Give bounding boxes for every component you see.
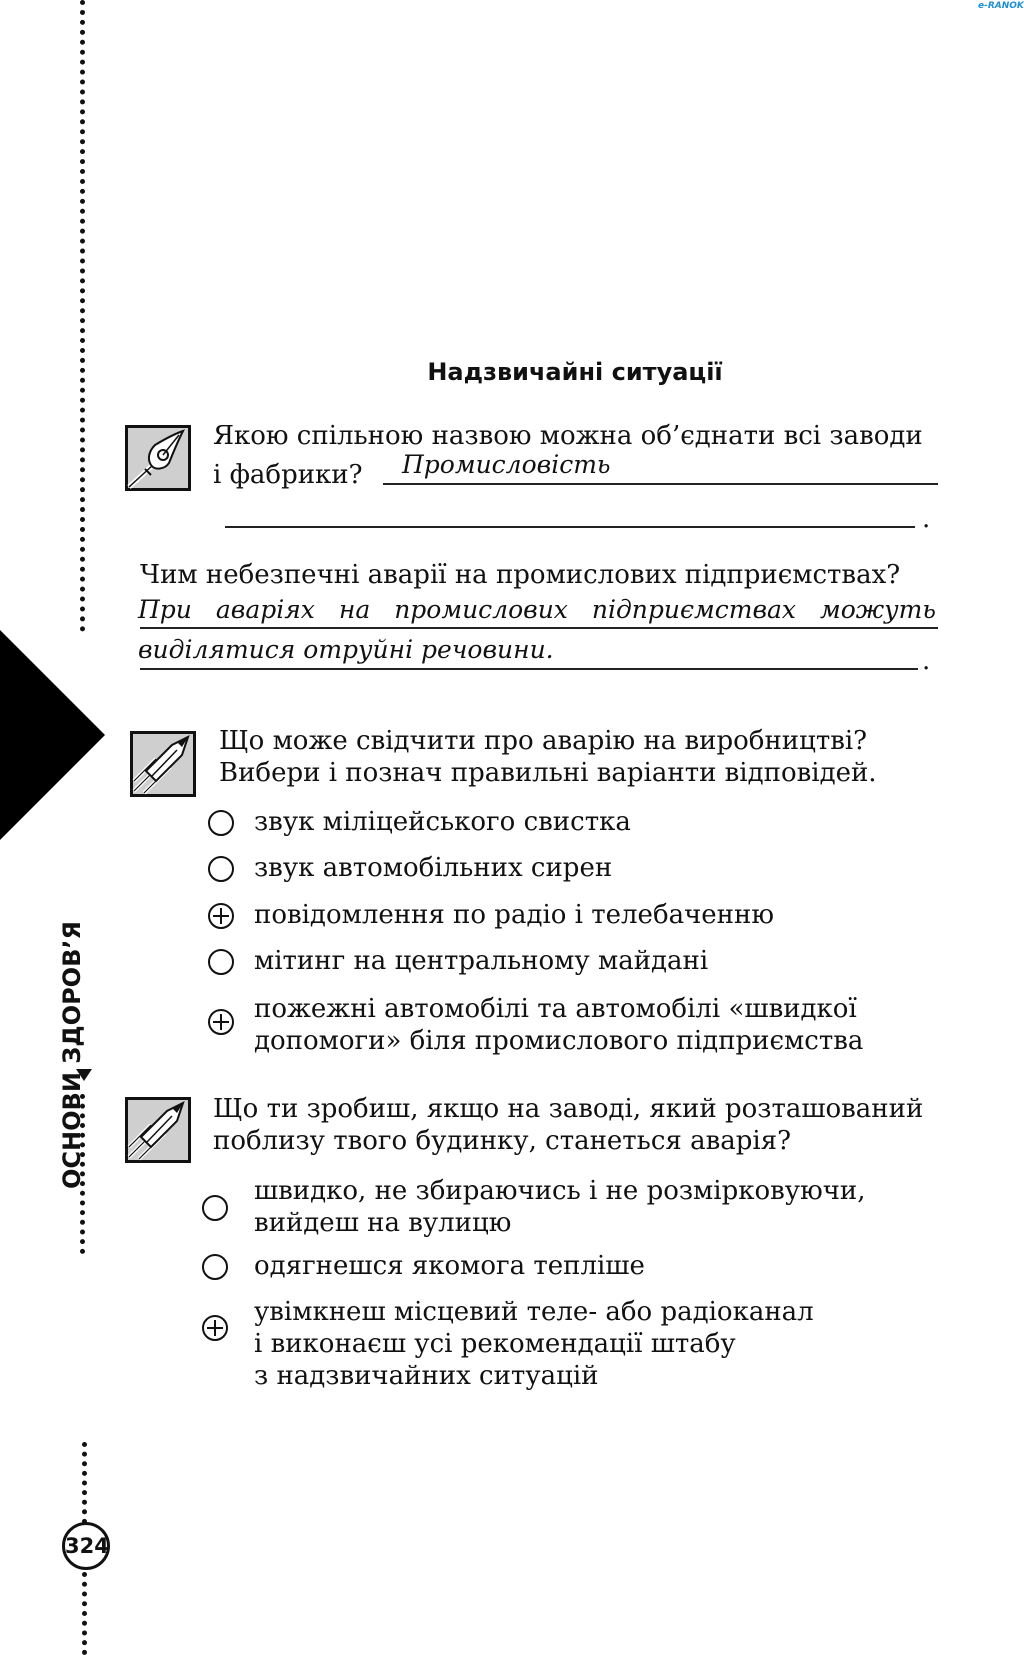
page-number-badge xyxy=(62,1522,110,1570)
task1-answer: Промисловість xyxy=(402,450,611,479)
task4-option-2-text: одягнешся якомога тепліше xyxy=(254,1251,645,1281)
task1-question-line1: Якою спільною назвою можна об’єднати всі заводи xyxy=(213,421,923,451)
task1-question-line2: і фабрики? xyxy=(213,460,363,490)
task1-period: . xyxy=(922,504,931,534)
section-title: Надзвичайні ситуації xyxy=(427,358,723,386)
task3-option-1-radio[interactable] xyxy=(208,810,234,836)
task4-question-line2: поблизу твого будинку, станеться аварія? xyxy=(213,1126,792,1156)
task3-option-2-text: звук автомобільних сирен xyxy=(254,853,613,883)
page-number: 324 xyxy=(65,1534,109,1558)
task4-option-3-text-line1: увімкнеш місцевий теле- або радіоканал xyxy=(254,1297,814,1327)
task3-question-line1: Що може свідчити про аварію на виробництві? xyxy=(219,726,868,756)
task4-option-1-radio[interactable] xyxy=(202,1195,228,1221)
task2-period: . xyxy=(922,646,931,676)
task1-answer-line xyxy=(383,483,938,485)
task3-option-3-radio-checked[interactable] xyxy=(208,903,234,929)
dotted-margin-line-top xyxy=(80,0,85,632)
task4-option-3-radio-checked[interactable] xyxy=(202,1315,228,1341)
task4-option-2-radio[interactable] xyxy=(202,1254,228,1280)
task3-option-5-text-line2: допомоги» біля промислового підприємства xyxy=(254,1026,864,1056)
task3-option-4-radio[interactable] xyxy=(208,949,234,975)
task2-answer-line1: При аваріях на промислових підприємствах можуть xyxy=(138,595,936,624)
task3-option-1-text: звук міліцейського свистка xyxy=(254,807,631,837)
task4-question-line1: Що ти зробиш, якщо на заводі, який розташований xyxy=(213,1094,924,1124)
task4-option-1-text-line1: швидко, не збираючись і не розмірковуючи, xyxy=(254,1176,866,1206)
task3-option-2-radio[interactable] xyxy=(208,856,234,882)
dotted-margin-line-bottom-upper xyxy=(82,1442,87,1524)
task3-option-4-text: мітинг на центральному майдані xyxy=(254,946,709,976)
dotted-margin-line-bottom-lower xyxy=(82,1572,87,1655)
task2-answer-line1-rule xyxy=(140,627,938,629)
task2-answer-line2: виділятися отруйні речовини. xyxy=(138,635,554,664)
task3-option-5-text-line1: пожежні автомобілі та автомобілі «швидкої xyxy=(254,994,857,1024)
task4-option-3-text-line2: і виконаєш усі рекомендації штабу xyxy=(254,1329,736,1359)
black-triangle-tab xyxy=(0,630,105,840)
pencil-icon xyxy=(125,1097,191,1163)
task3-option-3-text: повідомлення по радіо і телебаченню xyxy=(254,900,774,930)
task4-option-3-text-line3: з надзвичайних ситуацій xyxy=(254,1361,599,1391)
task4-option-1-text-line2: вийдеш на вулицю xyxy=(254,1208,512,1238)
pencil-icon xyxy=(130,731,196,797)
publisher-logo: e-RANOK xyxy=(978,1,1024,11)
task1-extra-line xyxy=(225,526,915,528)
task2-answer-line2-rule xyxy=(140,668,918,670)
task3-option-5-radio-checked[interactable] xyxy=(208,1009,234,1035)
task3-question-line2: Вибери і познач правильні варіанти відповідей. xyxy=(219,758,877,788)
task2-question: Чим небезпечні аварії на промислових підприємствах? xyxy=(140,560,901,590)
compass-icon xyxy=(125,425,191,491)
